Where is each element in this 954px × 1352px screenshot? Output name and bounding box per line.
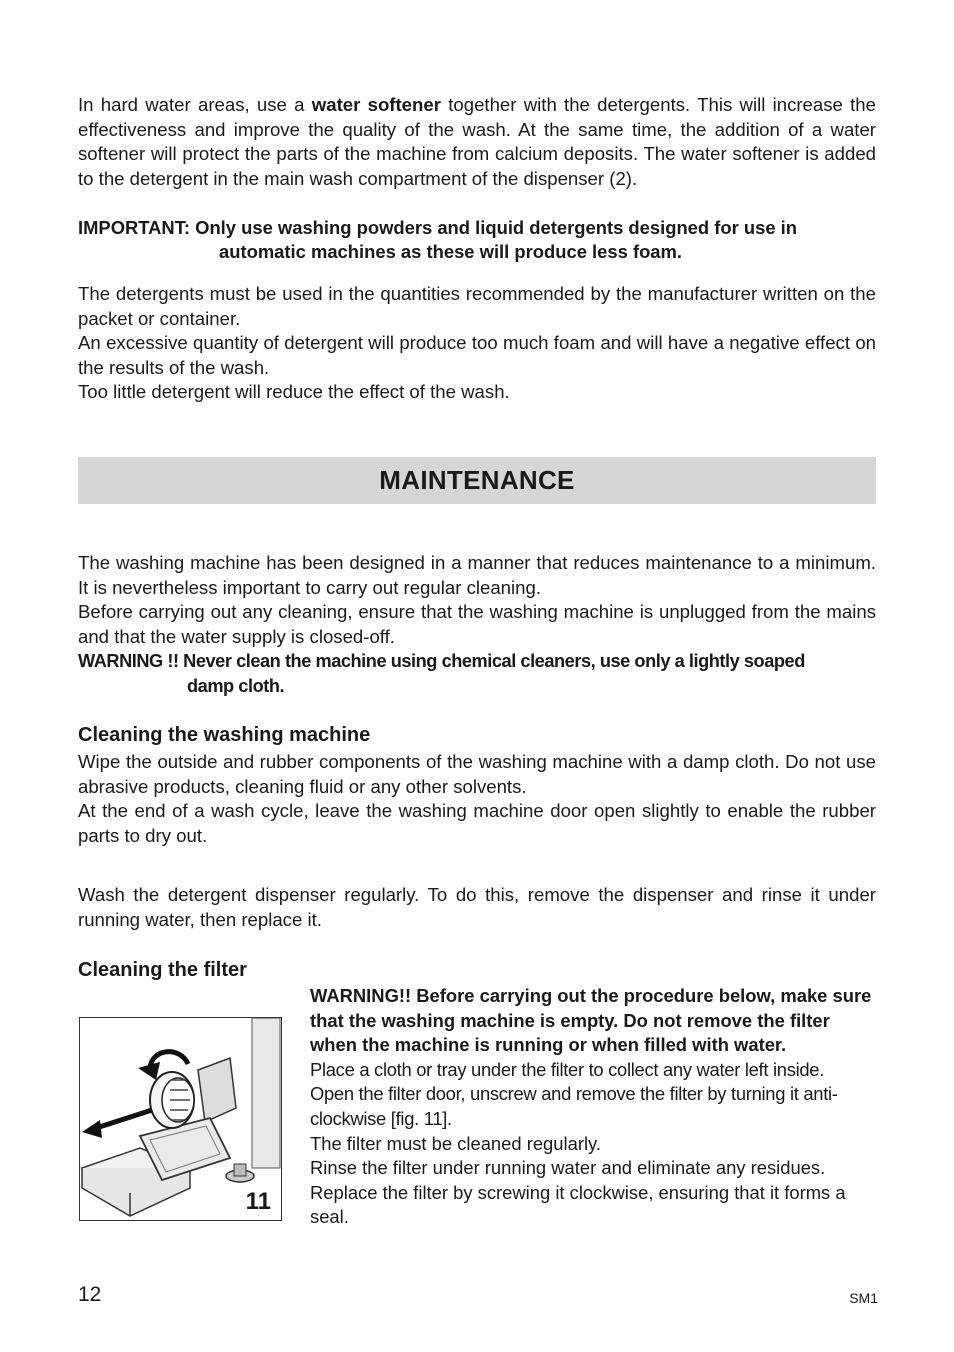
text: together with the detergents. This will increase the effectiveness and improve the quality of the wash. At the same time, the addition of a water softener will protect the parts of the machine from calcium deposits. The water softener is added to the detergent in the main wash compartment of the dispenser (2). <box>78 94 876 189</box>
filter-figure <box>79 1017 282 1221</box>
warning-line-1: WARNING !! Never clean the machine using chemical cleaners, use only a lightly soaped <box>78 651 805 671</box>
instruction-line: Rinse the filter under running water and eliminate any residues. <box>310 1157 826 1179</box>
detergent-quantity-block <box>78 282 876 405</box>
instruction-line: The filter must be cleaned regularly. <box>310 1132 601 1154</box>
instruction-line: Replace the filter by screwing it clockwise, ensuring that it forms a seal. <box>310 1181 846 1228</box>
paragraph: At the end of a wash cycle, leave the washing machine door open slightly to enable the rubber parts to dry out. <box>78 800 876 846</box>
text: In hard water areas, use a <box>78 94 312 115</box>
paragraph: Before carrying out any cleaning, ensure that the washing machine is unplugged from the mains and that the water supply is closed-off. <box>78 601 876 647</box>
instruction-line: Open the filter door, unscrew and remove the filter by turning it anti-clockwise [fig. 11]. <box>310 1083 838 1129</box>
paragraph: Too little detergent will reduce the effect of the wash. <box>78 381 510 402</box>
section-banner <box>78 457 876 504</box>
paragraph: The detergents must be used in the quantities recommended by the manufacturer written on the packet or container. <box>78 283 876 329</box>
filter-warning: WARNING!! Before carrying out the procedure below, make sure that the washing machine is empty. Do not remove the filter when the machine is running or when filled with water. <box>310 985 872 1056</box>
cleaning-machine-text <box>78 750 876 848</box>
important-note <box>78 216 876 264</box>
filter-instructions <box>310 984 876 1230</box>
maintenance-intro <box>78 551 876 649</box>
subheading: Cleaning the washing machine <box>78 724 371 746</box>
page-number: 12 <box>78 1283 102 1306</box>
paragraph: The washing machine has been designed in a manner that reduces maintenance to a minimum. It is nevertheless important to carry out regular cleaning. <box>78 552 876 598</box>
paragraph: Wipe the outside and rubber components of the washing machine with a damp cloth. Do not use abrasive products, cleaning fluid or any other solvents. <box>78 751 876 797</box>
warning-note <box>78 649 876 699</box>
subheading: Cleaning the filter <box>78 959 247 981</box>
paragraph: An excessive quantity of detergent will produce too much foam and will have a negative effect on the results of the wash. <box>78 332 876 378</box>
water-softener-paragraph <box>78 93 876 191</box>
important-line-2: automatic machines as these will produce less foam. <box>219 241 682 262</box>
dispenser-paragraph: Wash the detergent dispenser regularly. To do this, remove the dispenser and rinse it under running water, then replace it. <box>78 884 876 930</box>
warning-line-2: damp cloth. <box>187 676 285 696</box>
instruction-line: Place a cloth or tray under the filter to collect any water left inside. <box>310 1058 825 1080</box>
section-title: MAINTENANCE <box>379 465 575 495</box>
bold-text: water softener <box>311 94 441 115</box>
important-line-1: IMPORTANT: Only use washing powders and liquid detergents designed for use in <box>78 217 798 238</box>
document-code: SM1 <box>849 1290 878 1306</box>
figure-number: 11 <box>245 1188 271 1215</box>
